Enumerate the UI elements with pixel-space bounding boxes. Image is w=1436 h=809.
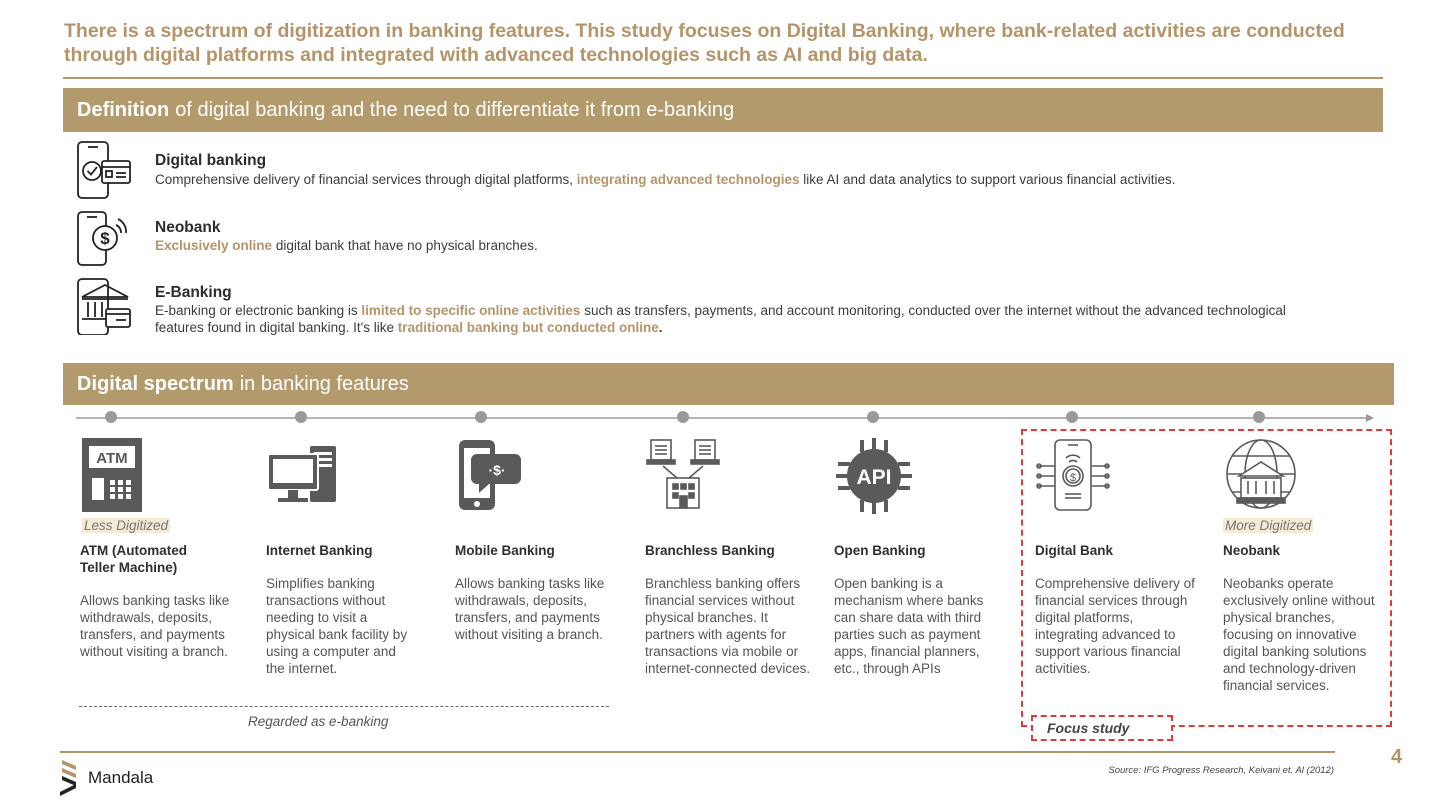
- spectrum-text: Allows banking tasks like withdrawals, deposits, transfers, and payments without visiting a branch.: [455, 576, 605, 642]
- definition-text: E-banking or electronic banking is limited to specific online activities such as transfers, payments, and account monitoring, conducted over the internet without the advanced technological features found in digital banking. It's like traditional banking but conducted online.: [155, 303, 1286, 335]
- spectrum-section-header: [63, 363, 1394, 405]
- atm-icon: [80, 436, 160, 516]
- svg-text:$: $: [1069, 472, 1077, 484]
- digitization-timeline: [76, 410, 1376, 426]
- timeline-dot: [677, 411, 689, 423]
- spectrum-text: Comprehensive delivery of financial services through digital platforms, integrating advanced to support various financial activities.: [1035, 576, 1195, 676]
- source-note: Source: IFG Progress Research, Keivani et. Al (2012): [1108, 765, 1334, 776]
- less-digitized-tag: Less Digitized: [84, 518, 169, 533]
- headline: There is a spectrum of digitization in banking features. This study focuses on Digital Banking, where bank-related activities are conducted through digital platforms and integrated with advanced technologies such as AI and big data.: [64, 20, 1345, 66]
- spectrum-title: ATM (Automated Teller Machine): [80, 543, 187, 575]
- definition-section-header: [63, 88, 1383, 132]
- page-number: 4: [1391, 746, 1403, 768]
- spectrum-text: Open banking is a mechanism where banks can share data with third parties such as payment apps, financial planners, etc., through APIs: [834, 576, 984, 676]
- svg-text:API: API: [856, 466, 892, 489]
- timeline-dot: [295, 411, 307, 423]
- footer-divider: [60, 751, 1335, 753]
- spectrum-header-rest: in banking features: [239, 372, 409, 395]
- definition-text: Exclusively online digital bank that have no physical branches.: [155, 238, 538, 253]
- definition-title: E-Banking: [155, 284, 232, 301]
- timeline-dot: [475, 411, 487, 423]
- phone-card-check-icon: [76, 141, 134, 199]
- regarded-as-e-banking-label: Regarded as e-banking: [248, 714, 389, 729]
- spectrum-item-internet-banking: [266, 436, 436, 676]
- definition-title: Neobank: [155, 219, 221, 236]
- spectrum-text: Neobanks operate exclusively online without physical branches, focusing on innovative digital banking solutions and technology-driven financial services.: [1223, 576, 1375, 693]
- timeline-dot: [1253, 411, 1265, 423]
- timeline-dot: [1066, 411, 1078, 423]
- spectrum-header-bold: Digital spectrum: [77, 372, 234, 395]
- definition-header-bold: Definition: [77, 98, 170, 121]
- timeline-dot: [867, 411, 879, 423]
- spectrum-text: Branchless banking offers financial services without physical branches. It partners with agents for transactions via mobile or internet-connected devices.: [645, 576, 811, 676]
- spectrum-text: Simplifies banking transactions without needing to visit a physical bank facility by using a computer and the internet.: [266, 576, 408, 676]
- api-chip-icon: [834, 436, 914, 516]
- svg-text:ATM: ATM: [96, 450, 128, 467]
- brand-name: Mandala: [88, 768, 154, 787]
- spectrum-item-branchless-banking: [645, 436, 815, 676]
- bank-building-card-icon: [76, 277, 134, 335]
- focus-study-label: Focus study: [1031, 715, 1173, 741]
- spectrum-item-open-banking: [834, 436, 1004, 676]
- spectrum-title: Neobank: [1223, 543, 1281, 558]
- spectrum-item-mobile-banking: [455, 436, 625, 642]
- definition-header-rest: of digital banking and the need to differentiate it from e-banking: [175, 98, 735, 121]
- svg-text:·$·: ·$·: [488, 462, 506, 478]
- computer-icon: [266, 436, 346, 516]
- mandala-logo-icon: [58, 758, 80, 798]
- spectrum-title: Mobile Banking: [455, 543, 555, 558]
- focus-study-box: [1021, 429, 1392, 727]
- spectrum-item-atm: [80, 436, 250, 659]
- spectrum-title: Digital Bank: [1035, 543, 1114, 558]
- spectrum-title: Branchless Banking: [645, 543, 775, 558]
- spectrum-text: Allows banking tasks like withdrawals, deposits, transfers, and payments without visiting a branch.: [80, 593, 230, 659]
- definition-text: Comprehensive delivery of financial services through digital platforms, integrating advanced technologies like AI and data analytics to support various financial activities.: [155, 172, 1176, 187]
- svg-text:$: $: [100, 229, 110, 248]
- more-digitized-tag: More Digitized: [1225, 518, 1312, 533]
- e-banking-divider: [79, 706, 609, 707]
- spectrum-title: Internet Banking: [266, 543, 373, 558]
- spectrum-title: Open Banking: [834, 543, 926, 558]
- phone-dollar-signal-icon: [76, 210, 134, 268]
- definition-title: Digital banking: [155, 152, 267, 169]
- header-divider: [63, 77, 1383, 79]
- branchless-network-icon: [645, 436, 725, 516]
- timeline-dot: [105, 411, 117, 423]
- mobile-chat-icon: [455, 436, 535, 516]
